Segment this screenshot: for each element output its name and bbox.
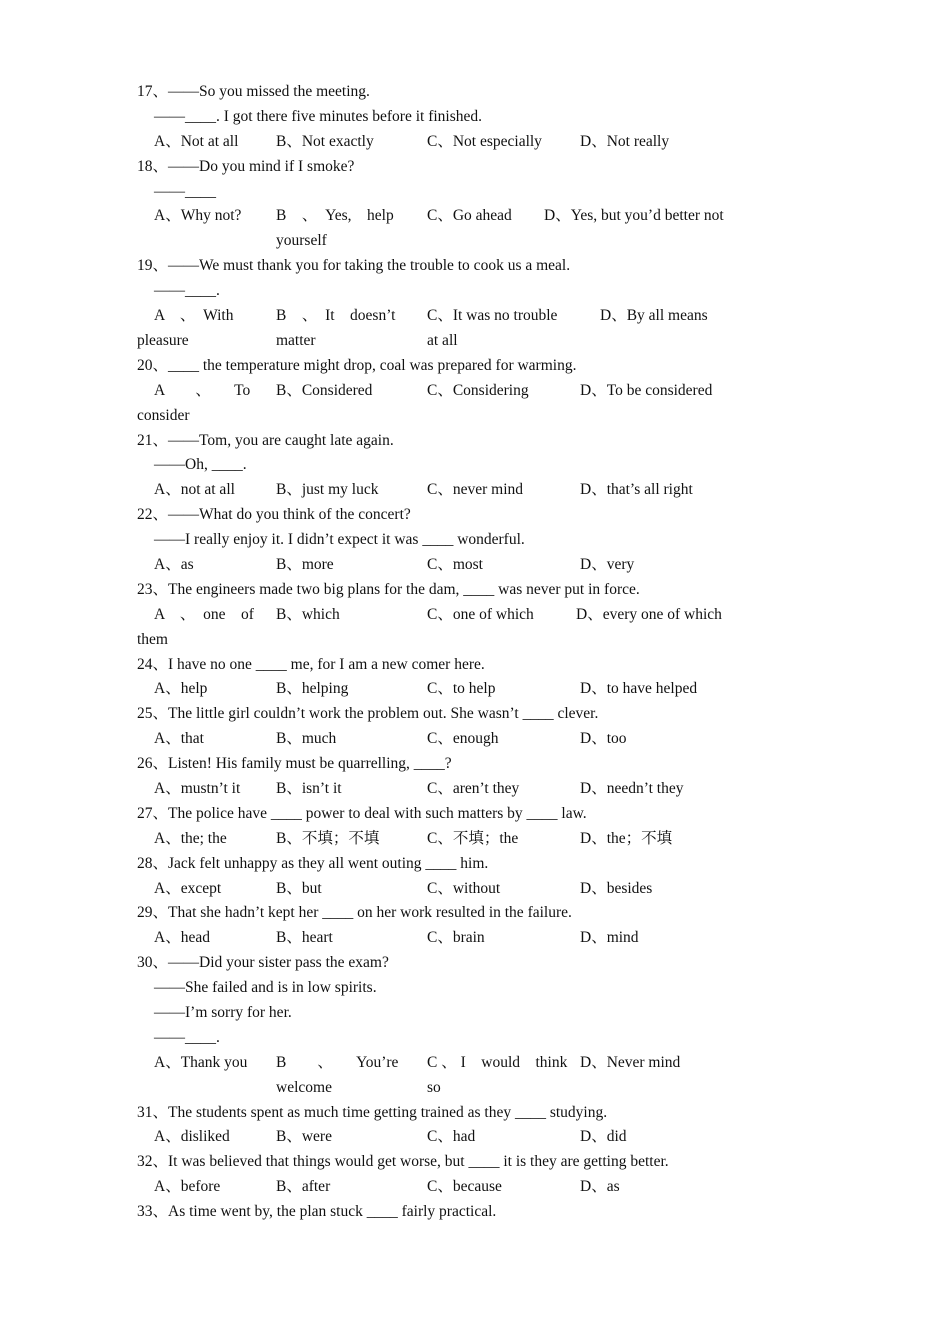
options-27 xyxy=(137,827,757,852)
options-29 xyxy=(137,926,757,951)
option-b: B、just my luck xyxy=(276,481,379,499)
option-b: B、but xyxy=(276,879,322,897)
option-c: C、one of which xyxy=(427,605,534,623)
options-20 xyxy=(137,379,757,429)
answer-line: ——____. xyxy=(154,282,220,300)
options-25 xyxy=(137,727,757,752)
answer-line: ——____ xyxy=(154,182,216,200)
option-c: C、to help xyxy=(427,680,496,698)
options-17 xyxy=(137,130,757,155)
option-a: A、Why not? xyxy=(154,207,242,225)
option-c: C、It was no trouble xyxy=(427,307,558,325)
option-a: A、Not at all xyxy=(154,132,239,150)
option-b-cont: welcome xyxy=(276,1078,332,1096)
option-b: B、more xyxy=(276,555,334,573)
option-b: B 、 You’re xyxy=(276,1053,399,1071)
option-a: A、help xyxy=(154,680,208,698)
option-a: A、as xyxy=(154,555,194,573)
option-a: A、that xyxy=(154,730,204,748)
option-c: C、because xyxy=(427,1178,502,1196)
option-b: B、isn’t it xyxy=(276,780,342,797)
option-d: D、did xyxy=(580,1128,627,1146)
option-a: A、not at all xyxy=(154,481,235,499)
option-c-cont: at all xyxy=(427,331,458,349)
options-21 xyxy=(137,478,757,503)
question-18: 18、——Do you mind if I smoke? xyxy=(137,157,355,175)
question-25: 25、The little girl couldn’t work the problem out. She wasn’t ____ clever. xyxy=(137,705,599,723)
option-b: B、after xyxy=(276,1178,331,1196)
options-24 xyxy=(137,677,757,702)
options-18 xyxy=(137,204,757,254)
option-a-cont: them xyxy=(137,630,168,648)
option-c: C、Considering xyxy=(427,381,529,399)
options-26 xyxy=(137,777,757,802)
option-d: D、mind xyxy=(580,929,639,947)
option-a: A、the; the xyxy=(154,829,227,847)
option-c: C、most xyxy=(427,555,483,573)
option-c-cont: so xyxy=(427,1078,441,1096)
option-a: A、before xyxy=(154,1178,221,1196)
option-b: B、不填；不填 xyxy=(276,829,380,847)
question-30: 30、——Did your sister pass the exam? xyxy=(137,954,389,972)
question-33: 33、As time went by, the plan stuck ____ fairly practical. xyxy=(137,1203,497,1221)
question-24: 24、I have no one ____ me, for I am a new comer here. xyxy=(137,655,485,673)
question-29: 29、That she hadn’t kept her ____ on her work resulted in the failure. xyxy=(137,904,572,922)
options-30 xyxy=(137,1051,757,1101)
question-27: 27、The police have ____ power to deal with such matters by ____ law. xyxy=(137,804,587,822)
question-17: 17、——So you missed the meeting. xyxy=(137,83,370,100)
option-d: D、besides xyxy=(580,879,653,897)
option-b: B、were xyxy=(276,1128,332,1146)
option-d: D、every one of which xyxy=(576,605,722,623)
option-d: D、By all means xyxy=(600,307,708,325)
option-a: A、head xyxy=(154,929,210,947)
option-c: C、Not especially xyxy=(427,132,542,150)
question-22: 22、——What do you think of the concert? xyxy=(137,506,411,524)
option-b-cont: matter xyxy=(276,331,316,349)
option-a: A 、 With xyxy=(154,307,234,325)
option-a-cont: consider xyxy=(137,406,190,424)
options-32 xyxy=(137,1175,757,1200)
option-b: B、helping xyxy=(276,680,349,698)
option-b: B、which xyxy=(276,605,340,623)
option-b: B 、 It doesn’t xyxy=(276,307,396,325)
option-b: B、heart xyxy=(276,929,333,947)
options-31 xyxy=(137,1125,757,1150)
option-d: D、Not really xyxy=(580,132,670,150)
option-d: D、that’s all right xyxy=(580,481,693,499)
answer-line: ——I really enjoy it. I didn’t expect it was ____ wonderful. xyxy=(154,531,525,549)
option-c: C、Go ahead xyxy=(427,207,512,225)
option-d: D、very xyxy=(580,555,635,573)
option-b: B、Not exactly xyxy=(276,132,374,150)
option-b: B、much xyxy=(276,730,337,748)
option-c: C 、 I would think xyxy=(427,1053,568,1071)
option-c: C、aren’t they xyxy=(427,780,520,797)
option-a: A 、 To xyxy=(154,381,251,399)
options-23 xyxy=(137,603,757,653)
question-20: 20、____ the temperature might drop, coal was prepared for warming. xyxy=(137,356,577,374)
options-19 xyxy=(137,304,757,354)
option-d: D、as xyxy=(580,1178,620,1196)
option-d: D、the；不填 xyxy=(580,829,673,847)
option-c: C、never mind xyxy=(427,481,523,499)
options-28 xyxy=(137,877,757,902)
option-a: A、mustn’t it xyxy=(154,780,241,797)
option-c: C、without xyxy=(427,879,501,897)
option-d: D、needn’t they xyxy=(580,780,684,797)
option-a-cont: pleasure xyxy=(137,331,189,349)
option-d: D、Yes, but you’d better not xyxy=(544,207,724,225)
answer-line: ——I’m sorry for her. xyxy=(154,1004,292,1022)
option-b: B、Considered xyxy=(276,381,373,399)
option-d: D、To be considered xyxy=(580,381,713,399)
question-32: 32、It was believed that things would get worse, but ____ it is they are getting better. xyxy=(137,1153,669,1171)
option-c: C、enough xyxy=(427,730,499,748)
option-d: D、too xyxy=(580,730,627,748)
answer-line: ——____. I got there five minutes before it finished. xyxy=(154,107,483,125)
answer-line: ——She failed and is in low spirits. xyxy=(154,979,377,997)
option-b: B 、 Yes, help xyxy=(276,207,394,225)
answer-line: ——Oh, ____. xyxy=(154,456,247,474)
option-d: D、to have helped xyxy=(580,680,698,698)
question-21: 21、——Tom, you are caught late again. xyxy=(137,431,394,449)
option-b-cont: yourself xyxy=(276,232,327,250)
question-28: 28、Jack felt unhappy as they all went outing ____ him. xyxy=(137,854,489,872)
option-c: C、brain xyxy=(427,929,485,947)
question-31: 31、The students spent as much time getting trained as they ____ studying. xyxy=(137,1103,608,1121)
question-26: 26、Listen! His family must be quarrelling, ____? xyxy=(137,755,452,773)
option-d: D、Never mind xyxy=(580,1053,681,1071)
option-a: A、except xyxy=(154,879,222,897)
option-a: A、disliked xyxy=(154,1128,230,1146)
option-a: A 、 one of xyxy=(154,605,254,623)
options-22 xyxy=(137,553,757,578)
question-23: 23、The engineers made two big plans for the dam, ____ was never put in force. xyxy=(137,580,640,598)
answer-line: ——____. xyxy=(154,1028,220,1046)
option-c: C、不填；the xyxy=(427,829,519,847)
question-19: 19、——We must thank you for taking the trouble to cook us a meal. xyxy=(137,257,571,275)
option-c: C、had xyxy=(427,1128,476,1146)
option-a: A、Thank you xyxy=(154,1053,248,1071)
exam-page xyxy=(137,80,757,1225)
